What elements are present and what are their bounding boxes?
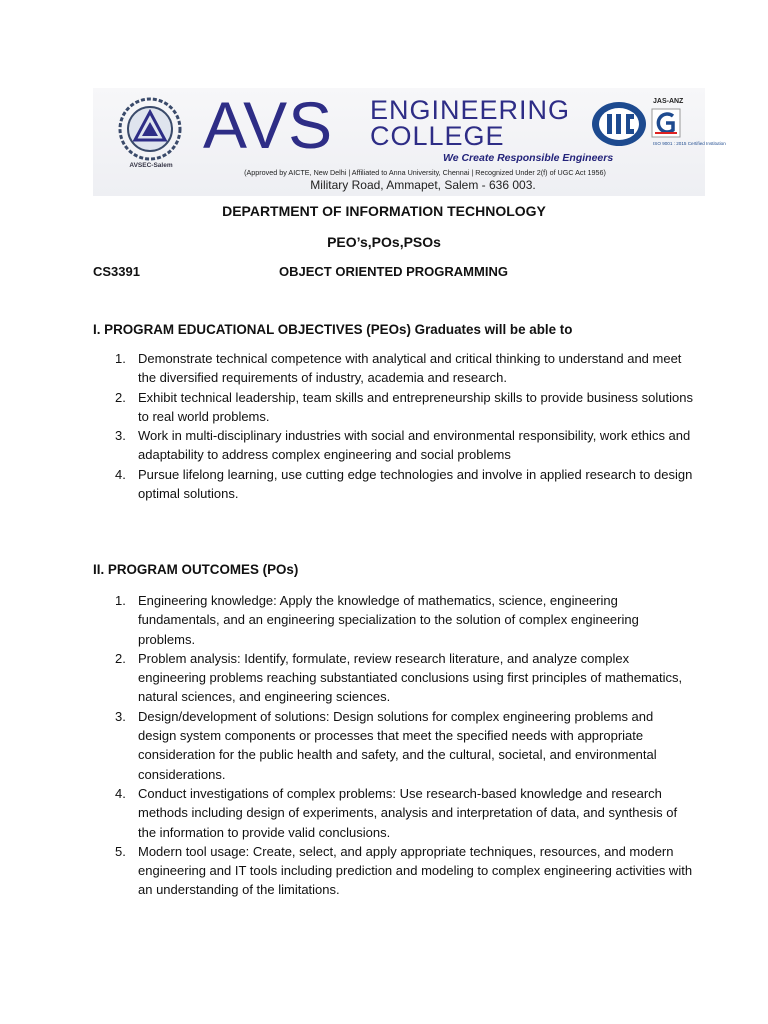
list-item-number: 4. bbox=[115, 466, 126, 482]
list-item-number: 4. bbox=[115, 785, 126, 801]
list-item-text: Demonstrate technical competence with analytical and critical thinking to understand and meet the diversified requirements of industry, academia and research. bbox=[138, 351, 682, 386]
document-title: PEO’s,POs,PSOs bbox=[327, 234, 441, 250]
course-code: CS3391 bbox=[93, 264, 140, 279]
college-initials: AVS bbox=[203, 88, 334, 162]
college-name-line1: ENGINEERING bbox=[370, 95, 571, 125]
list-item-text: Work in multi-disciplinary industries with social and environmental responsibility, work ethics and adaptability to address complex engineering and social problems bbox=[138, 428, 691, 463]
list-item-text: Engineering knowledge: Apply the knowledge of mathematics, science, engineering fundamentals, and an engineering specialization to the solution of complex engineering problems. bbox=[138, 593, 639, 647]
list-item-number: 1. bbox=[115, 351, 126, 366]
list-item-number: 3. bbox=[115, 708, 126, 724]
list-item-number: 3. bbox=[115, 428, 126, 444]
list-item-text: Modern tool usage: Create, select, and apply appropriate techniques, resources, and modern engineering and IT tools including prediction and modeling to complex engineering activities with an understanding of the limitations. bbox=[138, 843, 693, 898]
jas-anz-icon bbox=[651, 108, 681, 138]
list-item-text: Conduct investigations of complex problems: Use research-based knowledge and research methods including design of experiments, analysis and interpretation of data, and synthesis of the information to provide valid conclusions. bbox=[138, 785, 678, 840]
course-name: OBJECT ORIENTED PROGRAMMING bbox=[279, 264, 508, 279]
list-item bbox=[93, 388, 693, 427]
iso-certification-icon bbox=[590, 100, 648, 148]
list-item-number: 5. bbox=[115, 843, 126, 859]
department-title: DEPARTMENT OF INFORMATION TECHNOLOGY bbox=[222, 203, 546, 219]
college-tagline: We Create Responsible Engineers bbox=[443, 152, 614, 164]
list-item-text: Exhibit technical leadership, team skills and entrepreneurship skills to provide business solutions to real world problems. bbox=[138, 389, 693, 424]
po-list bbox=[93, 591, 693, 900]
list-item-number: 2. bbox=[115, 389, 126, 405]
list-item-number: 1. bbox=[115, 593, 126, 608]
list-item bbox=[93, 465, 693, 504]
list-item-text: Design/development of solutions: Design solutions for complex engineering problems and design system components or processes that meet the specified needs with appropriate consideration for the public health and safety, and the cultural, societal, and environmental considerations. bbox=[138, 708, 657, 782]
iso-caption: ISO 9001 : 2015 Certified Institution bbox=[653, 141, 726, 146]
college-emblem-icon bbox=[117, 96, 183, 162]
list-item bbox=[93, 349, 693, 388]
emblem-caption: AVSEC-Salem bbox=[129, 162, 173, 169]
list-item-text: Pursue lifelong learning, use cutting edge technologies and involve in applied research to design optimal solutions. bbox=[138, 466, 693, 502]
jas-anz-label: JAS-ANZ bbox=[653, 98, 684, 105]
college-address: Military Road, Ammapet, Salem - 636 003. bbox=[310, 178, 536, 192]
list-item bbox=[93, 784, 693, 842]
peo-list bbox=[93, 349, 693, 503]
list-item bbox=[93, 426, 693, 465]
list-item-text: Problem analysis: Identify, formulate, review research literature, and analyze complex engineering problems reaching substantiated conclusions using first principles of mathematics, natural sciences, and engineering sciences. bbox=[138, 650, 683, 705]
po-section-heading: II. PROGRAM OUTCOMES (POs) bbox=[93, 562, 299, 577]
list-item-number: 2. bbox=[115, 650, 126, 666]
list-item bbox=[93, 649, 693, 707]
list-item bbox=[93, 591, 693, 649]
college-letterhead bbox=[93, 88, 726, 196]
approval-line: (Approved by AICTE, New Delhi | Affiliated to Anna University, Chennai | Recognized Under 2(f) of UGC Act 1956) bbox=[244, 168, 606, 177]
list-item bbox=[93, 842, 693, 900]
peo-section-heading: I. PROGRAM EDUCATIONAL OBJECTIVES (PEOs) Graduates will be able to bbox=[93, 322, 573, 337]
list-item bbox=[93, 707, 693, 784]
college-name-line2: COLLEGE bbox=[370, 121, 505, 151]
